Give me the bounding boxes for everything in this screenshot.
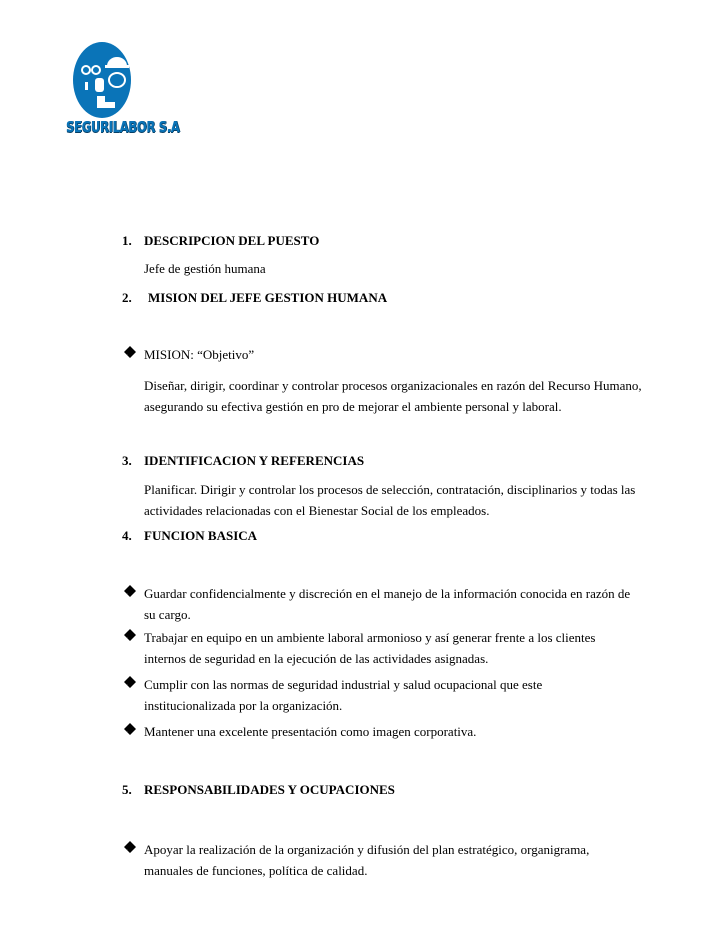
section-2-heading [122,287,632,308]
section-title: IDENTIFICACION Y REFERENCIAS [144,453,365,468]
section-title: MISION DEL JEFE GESTION HUMANA [148,290,388,305]
section-number: 2. [122,290,132,305]
diamond-bullet-icon [122,344,138,365]
list-item [122,839,632,881]
list-item-text: Trabajar en equipo en un ambiente laboral armonioso y así generar frente a los clientes internos de seguridad en la ejecución de las actividades asignadas. [144,630,596,666]
section-number: 5. [122,782,132,797]
list-item [122,627,632,669]
company-logo [66,42,180,147]
section-1-body: Jefe de gestión humana [144,261,266,276]
section-title: FUNCION BASICA [144,528,258,543]
section-3-heading [122,450,632,471]
section-number: 4. [122,528,132,543]
section-title: DESCRIPCION DEL PUESTO [144,233,320,248]
list-item [122,583,632,625]
list-item-text: Cumplir con las normas de seguridad industrial y salud ocupacional que este institucionalizada por la organización. [144,677,543,713]
mision-body: Diseñar, dirigir, coordinar y controlar procesos organizacionales en razón del Recurso Humano, asegurando su efectiva gestión en pro de mejorar el ambiente personal y laboral. [144,378,642,414]
section-5-heading [122,779,632,800]
diamond-bullet-icon [122,674,138,695]
diamond-bullet-icon [122,627,138,648]
section-title: RESPONSABILIDADES Y OCUPACIONES [144,782,395,797]
list-item-text: Apoyar la realización de la organización y difusión del plan estratégico, organigrama, manuales de funciones, política de calidad. [144,842,590,878]
diamond-bullet-icon [122,583,138,604]
diamond-bullet-icon [122,839,138,860]
section-number: 3. [122,453,132,468]
section-1-heading [122,230,632,251]
logo-emblem [73,42,131,118]
list-item [122,721,632,742]
logo-company-name: SEGURILABOR S.A [66,118,180,136]
mision-label: MISION: “Objetivo” [144,347,255,362]
section-number: 1. [122,233,132,248]
list-item-text: Guardar confidencialmente y discreción en el manejo de la información conocida en razón de su cargo. [144,586,631,622]
section-3-body: Planificar. Dirigir y controlar los procesos de selección, contratación, disciplinarios y todas las actividades relacionadas con el Bienestar Social de los empleados. [144,482,636,518]
safety-equipment-icon [73,42,131,118]
section-4-heading [122,525,632,546]
list-item [122,674,632,716]
diamond-bullet-icon [122,721,138,742]
list-item-text: Mantener una excelente presentación como imagen corporativa. [144,724,477,739]
mision-item [122,344,632,365]
